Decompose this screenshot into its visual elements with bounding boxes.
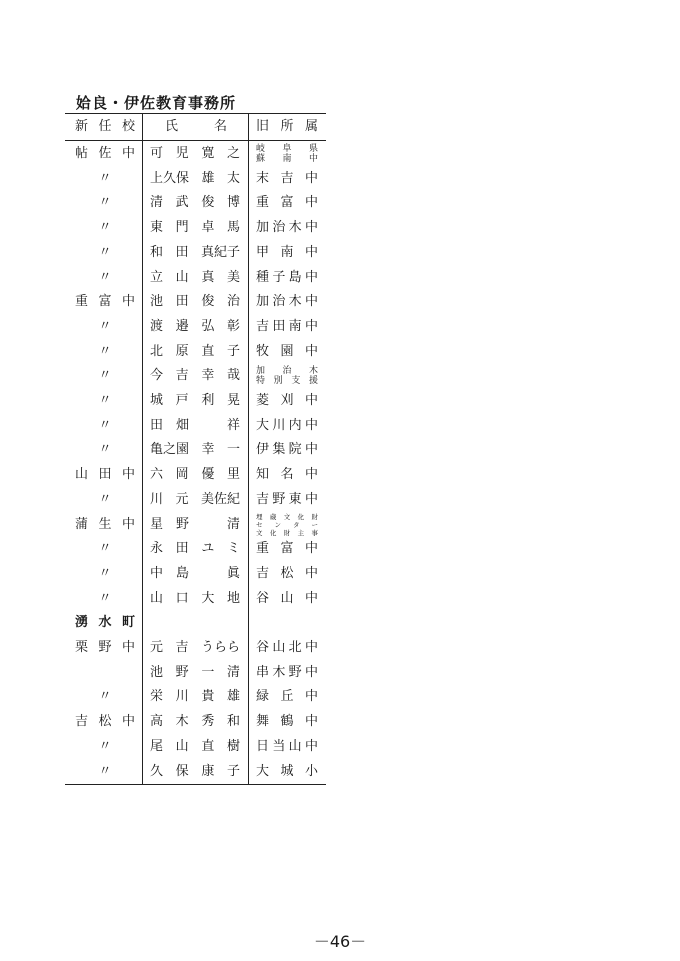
school-cell: 吉 松 中 <box>75 714 135 730</box>
former-cell: 吉 田 南 中 <box>256 318 318 334</box>
column-divider <box>142 113 143 785</box>
name-cell: 上久保 雄 太 <box>150 170 240 186</box>
former-cell: 種 子 島 中 <box>256 269 318 285</box>
school-cell: 〃 <box>98 541 112 557</box>
former-cell: 舞 鶴 中 <box>256 714 318 730</box>
name-cell: 山 口 大 地 <box>150 590 240 606</box>
page-title: 姶良・伊佐教育事務所 <box>76 94 237 112</box>
former-cell: 吉 松 中 <box>256 565 318 581</box>
name-cell: 和 田 真紀子 <box>150 244 240 260</box>
school-cell: 〃 <box>98 343 112 359</box>
name-cell: 今 吉 幸 哉 <box>150 368 240 384</box>
former-cell: 末 吉 中 <box>256 170 318 186</box>
former-cell: 大 川 内 中 <box>256 417 318 433</box>
name-cell: 亀之園 幸 一 <box>150 442 240 458</box>
name-cell: 東 門 卓 馬 <box>150 220 240 236</box>
name-cell: 尾 山 直 樹 <box>150 738 240 754</box>
name-cell: 池 田 俊 治 <box>150 294 240 310</box>
school-cell: 〃 <box>98 393 112 408</box>
school-cell: 〃 <box>98 318 112 334</box>
name-cell: 高 木 秀 和 <box>150 714 240 730</box>
name-cell: 立 山 真 美 <box>150 269 240 285</box>
school-cell: 〃 <box>98 442 112 458</box>
school-cell: 〃 <box>98 417 112 433</box>
name-cell: 中 島 眞 <box>150 565 240 581</box>
header-school: 新 任 校 <box>75 119 135 134</box>
school-cell: 〃 <box>98 269 112 285</box>
school-cell: 〃 <box>98 738 112 754</box>
former-cell: 重 富 中 <box>256 541 318 557</box>
name-cell: 可 児 寛 之 <box>150 146 240 161</box>
school-cell: 〃 <box>98 590 112 606</box>
school-cell: 重 富 中 <box>75 294 135 310</box>
header-name: 氏 名 <box>165 119 227 134</box>
name-cell: 星 野 清 <box>150 516 240 532</box>
former-cell: 大 城 小 <box>256 763 318 779</box>
school-cell: 山 田 中 <box>75 467 135 483</box>
school-cell: 〃 <box>98 195 112 211</box>
header-divider <box>65 140 326 141</box>
former-cell: 埋 蔵 文 化 財 セ ン タ ー 文 化 財 主 事 <box>256 512 318 537</box>
school-cell: 〃 <box>98 565 112 581</box>
school-cell: 〃 <box>98 244 112 260</box>
name-cell: 川 元 美佐紀 <box>150 491 240 507</box>
name-cell: 清 武 俊 博 <box>150 195 240 211</box>
school-cell: 〃 <box>98 689 112 705</box>
former-cell: 吉 野 東 中 <box>256 491 318 507</box>
school-cell: 〃 <box>98 368 112 384</box>
former-cell: 日 当 山 中 <box>256 738 318 754</box>
school-cell: 帖 佐 中 <box>75 146 135 161</box>
name-cell: 六 岡 優 里 <box>150 467 240 483</box>
former-cell: 甲 南 中 <box>256 244 318 260</box>
name-cell: 栄 川 貴 雄 <box>150 689 240 705</box>
school-cell: 栗 野 中 <box>75 640 135 655</box>
former-cell: 加 治 木 中 <box>256 220 318 236</box>
school-cell: 〃 <box>98 220 112 236</box>
former-cell: 緑 丘 中 <box>256 689 318 705</box>
name-cell: 田 畑 祥 <box>150 417 240 433</box>
name-cell: 城 戸 利 晃 <box>150 393 240 408</box>
name-cell: 池 野 一 清 <box>150 664 240 680</box>
school-cell: 〃 <box>98 763 112 779</box>
page-number: －46－ <box>313 932 367 951</box>
name-cell: 久 保 康 子 <box>150 763 240 779</box>
former-cell: 串 木 野 中 <box>256 664 318 680</box>
school-cell: 蒲 生 中 <box>75 516 135 532</box>
school-cell: 〃 <box>98 170 112 186</box>
name-cell: 永 田 ユ ミ <box>150 541 240 557</box>
former-cell: 岐 阜 県 蘇 南 中 <box>256 144 318 164</box>
former-cell: 重 富 中 <box>256 195 318 211</box>
section-heading: 湧 水 町 <box>75 615 135 631</box>
school-cell: 〃 <box>98 491 112 507</box>
name-cell: 元 吉 うらら <box>150 640 240 655</box>
former-cell: 伊 集 院 中 <box>256 442 318 458</box>
name-cell: 渡 邉 弘 彰 <box>150 318 240 334</box>
name-cell: 北 原 直 子 <box>150 343 240 359</box>
header-former: 旧 所 属 <box>256 119 318 134</box>
column-divider <box>248 113 249 785</box>
former-cell: 知 名 中 <box>256 467 318 483</box>
former-cell: 谷 山 北 中 <box>256 640 318 655</box>
former-cell: 加 治 木 特 別 支 援 <box>256 366 318 387</box>
former-cell: 谷 山 中 <box>256 590 318 606</box>
former-cell: 牧 園 中 <box>256 343 318 359</box>
former-cell: 菱 刈 中 <box>256 393 318 408</box>
former-cell: 加 治 木 中 <box>256 294 318 310</box>
